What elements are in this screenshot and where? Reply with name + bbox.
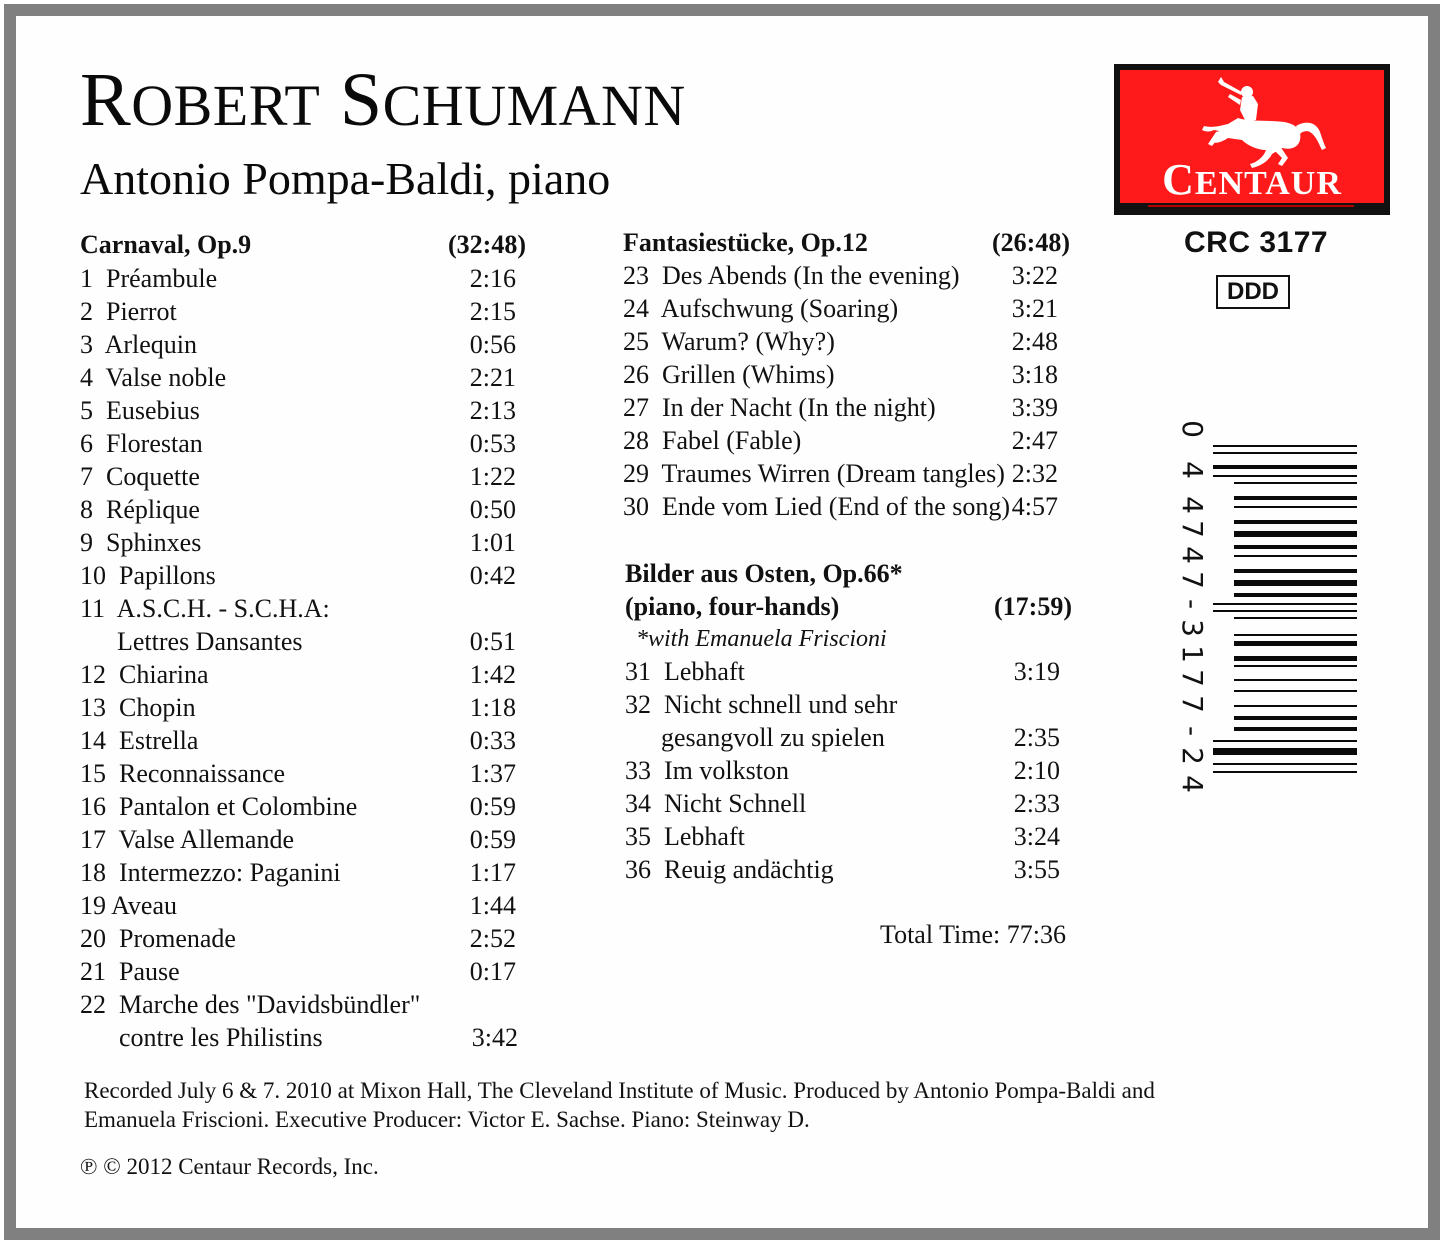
logo-stripe [1148,205,1354,207]
work-duration: (26:48) [992,228,1070,257]
barcode-bar [1234,482,1357,484]
track-time: 3:19 [1013,657,1060,686]
barcode-digit: 3 [1176,619,1209,637]
track-row: 22 Marche des "Davidsbündler" [80,990,421,1019]
barcode-bar [1213,610,1357,612]
barcode-digit: 4 [1176,461,1209,479]
track-time: 2:48 [1011,327,1058,356]
recording-credits: Recorded July 6 & 7. 2010 at Mixon Hall, The Cleveland Institute of Music. Produced by Antonio Pompa-Baldi and Emanuela Friscioni. Executive Producer: Victor E. Sachse. Piano: Steinway D. [84,1078,1155,1132]
track-row: 4 Valse noble [80,363,227,392]
barcode-bar [1234,593,1357,597]
track-time: 0:51 [469,627,516,656]
barcode-bar [1234,690,1357,692]
track-time: 2:15 [469,297,516,326]
track-row: 18 Intermezzo: Paganini [80,858,341,887]
centaur-trumpeter-icon [1120,70,1384,170]
track-row: 7 Coquette [80,462,200,491]
barcode-bar [1234,520,1357,524]
work-title: Bilder aus Osten, Op.66* [625,559,903,588]
track-row: 32 Nicht schnell und sehr [625,690,898,719]
barcode-bar [1213,445,1357,447]
barcode-bar [1234,617,1357,619]
barcode-digit: 7 [1176,571,1209,589]
track-row: 21 Pause [80,957,180,986]
track-time: 3:24 [1013,822,1060,851]
barcode-bar [1234,496,1357,500]
track-row: 16 Pantalon et Colombine [80,792,358,821]
track-time: 0:42 [469,561,516,590]
track-row: 31 Lebhaft [625,657,745,686]
barcode-bar [1234,727,1357,731]
barcode-digit: 2 [1176,747,1209,765]
track-row: 8 Réplique [80,495,200,524]
barcode-bar [1234,531,1357,537]
track-time: 2:13 [469,396,516,425]
track-time: 4:57 [1011,492,1058,521]
track-time: 3:18 [1011,360,1058,389]
track-row: 26 Grillen (Whims) [623,360,835,389]
track-time: 1:18 [469,693,516,722]
track-row: 23 Des Abends (In the evening) [623,261,960,290]
barcode-bar [1234,634,1357,636]
track-row: 27 In der Nacht (In the night) [623,393,936,422]
track-time: 1:01 [469,528,516,557]
track-time: 2:33 [1013,789,1060,818]
barcode-bar [1213,740,1357,742]
track-time: 0:56 [469,330,516,359]
recording-code-badge: DDD [1216,275,1290,309]
composer-name: ROBERT SCHUMANN [80,58,686,142]
track-time: 1:17 [469,858,516,887]
barcode-bar [1213,452,1357,454]
track-time: 1:22 [469,462,516,491]
track-row: 15 Reconnaissance [80,759,286,788]
track-row: 24 Aufschwung (Soaring) [623,294,899,323]
work-duration: (32:48) [448,230,526,259]
track-row: 33 Im volkston [625,756,789,785]
barcode-bar [1234,641,1357,646]
track-row: 34 Nicht Schnell [625,789,807,818]
barcode-digit: 7 [1176,669,1209,687]
track-row: 3 Arlequin [80,330,197,359]
track-row: 14 Estrella [80,726,199,755]
track-row: 28 Fabel (Fable) [623,426,802,455]
track-time: 1:42 [469,660,516,689]
barcode-bar [1213,771,1357,773]
barcode-digit: - [1176,725,1209,737]
track-time: 2:35 [1013,723,1060,752]
track-time: 2:21 [469,363,516,392]
barcode-digit: 4 [1176,775,1209,793]
track-row: 36 Reuig andächtig [625,855,834,884]
track-time: 0:17 [469,957,516,986]
barcode-digit: 7 [1176,520,1209,538]
track-time: 3:55 [1013,855,1060,884]
track-time: 3:39 [1011,393,1058,422]
track-time: 2:52 [469,924,516,953]
track-row: 11 A.S.C.H. - S.C.H.A: [80,594,330,623]
track-time: 2:32 [1011,459,1058,488]
track-row: 5 Eusebius [80,396,200,425]
track-title-continued: Lettres Dansantes [117,627,303,656]
work-duration: (17:59) [994,592,1072,621]
total-time: Total Time: 77:36 [880,920,1066,949]
barcode-bar [1234,716,1357,720]
track-row: 20 Promenade [80,924,236,953]
work-title: Carnaval, Op.9 [80,230,252,259]
track-time: 2:47 [1011,426,1058,455]
track-row: 29 Traumes Wirren (Dream tangles) [623,459,1005,488]
barcode-bar [1234,705,1357,707]
barcode-bar [1234,506,1357,508]
barcode-bar [1213,748,1357,755]
track-row: 9 Sphinxes [80,528,202,557]
centaur-logo [1114,64,1390,215]
track-time: 0:50 [469,495,516,524]
track-row: 35 Lebhaft [625,822,745,851]
track-time: 0:59 [469,792,516,821]
track-row: 12 Chiarina [80,660,209,689]
track-time: 2:10 [1013,756,1060,785]
track-time: 2:16 [469,264,516,293]
barcode-bar [1213,603,1357,605]
guest-performer-note: *with Emanuela Friscioni [636,626,887,652]
work-title: Fantasiestücke, Op.12 [623,228,868,257]
track-time: 0:53 [469,429,516,458]
barcode-bar [1234,656,1357,661]
barcode-digit: 0 [1176,420,1209,438]
track-row: 13 Chopin [80,693,196,722]
barcode-bar [1213,465,1357,469]
track-row: 6 Florestan [80,429,203,458]
barcode-bar [1213,475,1357,477]
track-time: 0:59 [469,825,516,854]
performer-credit: Antonio Pompa-Baldi, piano [80,153,611,204]
barcode-digit: - [1176,598,1209,610]
track-row: 2 Pierrot [80,297,177,326]
track-time: 1:37 [469,759,516,788]
barcode-digit: 4 [1176,546,1209,564]
label-name: CENTAUR [1162,155,1342,203]
barcode-digit: 4 [1176,496,1209,514]
track-time: 3:22 [1011,261,1058,290]
track-time: 0:33 [469,726,516,755]
catalog-number: CRC 3177 [1184,226,1329,259]
track-time: 1:44 [469,891,516,920]
track-row: 1 Préambule [80,264,218,293]
track-row: 19 Aveau [80,891,178,920]
barcode-bar [1234,569,1357,573]
barcode-bar [1213,763,1357,765]
barcode-digit: 1 [1176,645,1209,663]
track-row: 17 Valse Allemande [80,825,294,854]
track-title-continued: contre les Philistins [119,1023,323,1052]
barcode-bar [1234,679,1357,681]
copyright-notice: ℗ © 2012 Centaur Records, Inc. [80,1154,379,1179]
track-time: 3:42 [471,1023,518,1052]
work-subtitle: (piano, four-hands) [625,592,840,621]
barcode-bar [1234,545,1357,549]
track-time: 3:21 [1011,294,1058,323]
barcode-digit: 7 [1176,695,1209,713]
barcode-bar [1234,555,1357,557]
track-row: 30 Ende vom Lied (End of the song) [623,492,1011,521]
track-row: 10 Papillons [80,561,216,590]
track-row: 25 Warum? (Why?) [623,327,835,356]
track-title-continued: gesangvoll zu spielen [661,723,885,752]
barcode-bar [1234,580,1357,586]
barcode-bar [1234,665,1357,667]
